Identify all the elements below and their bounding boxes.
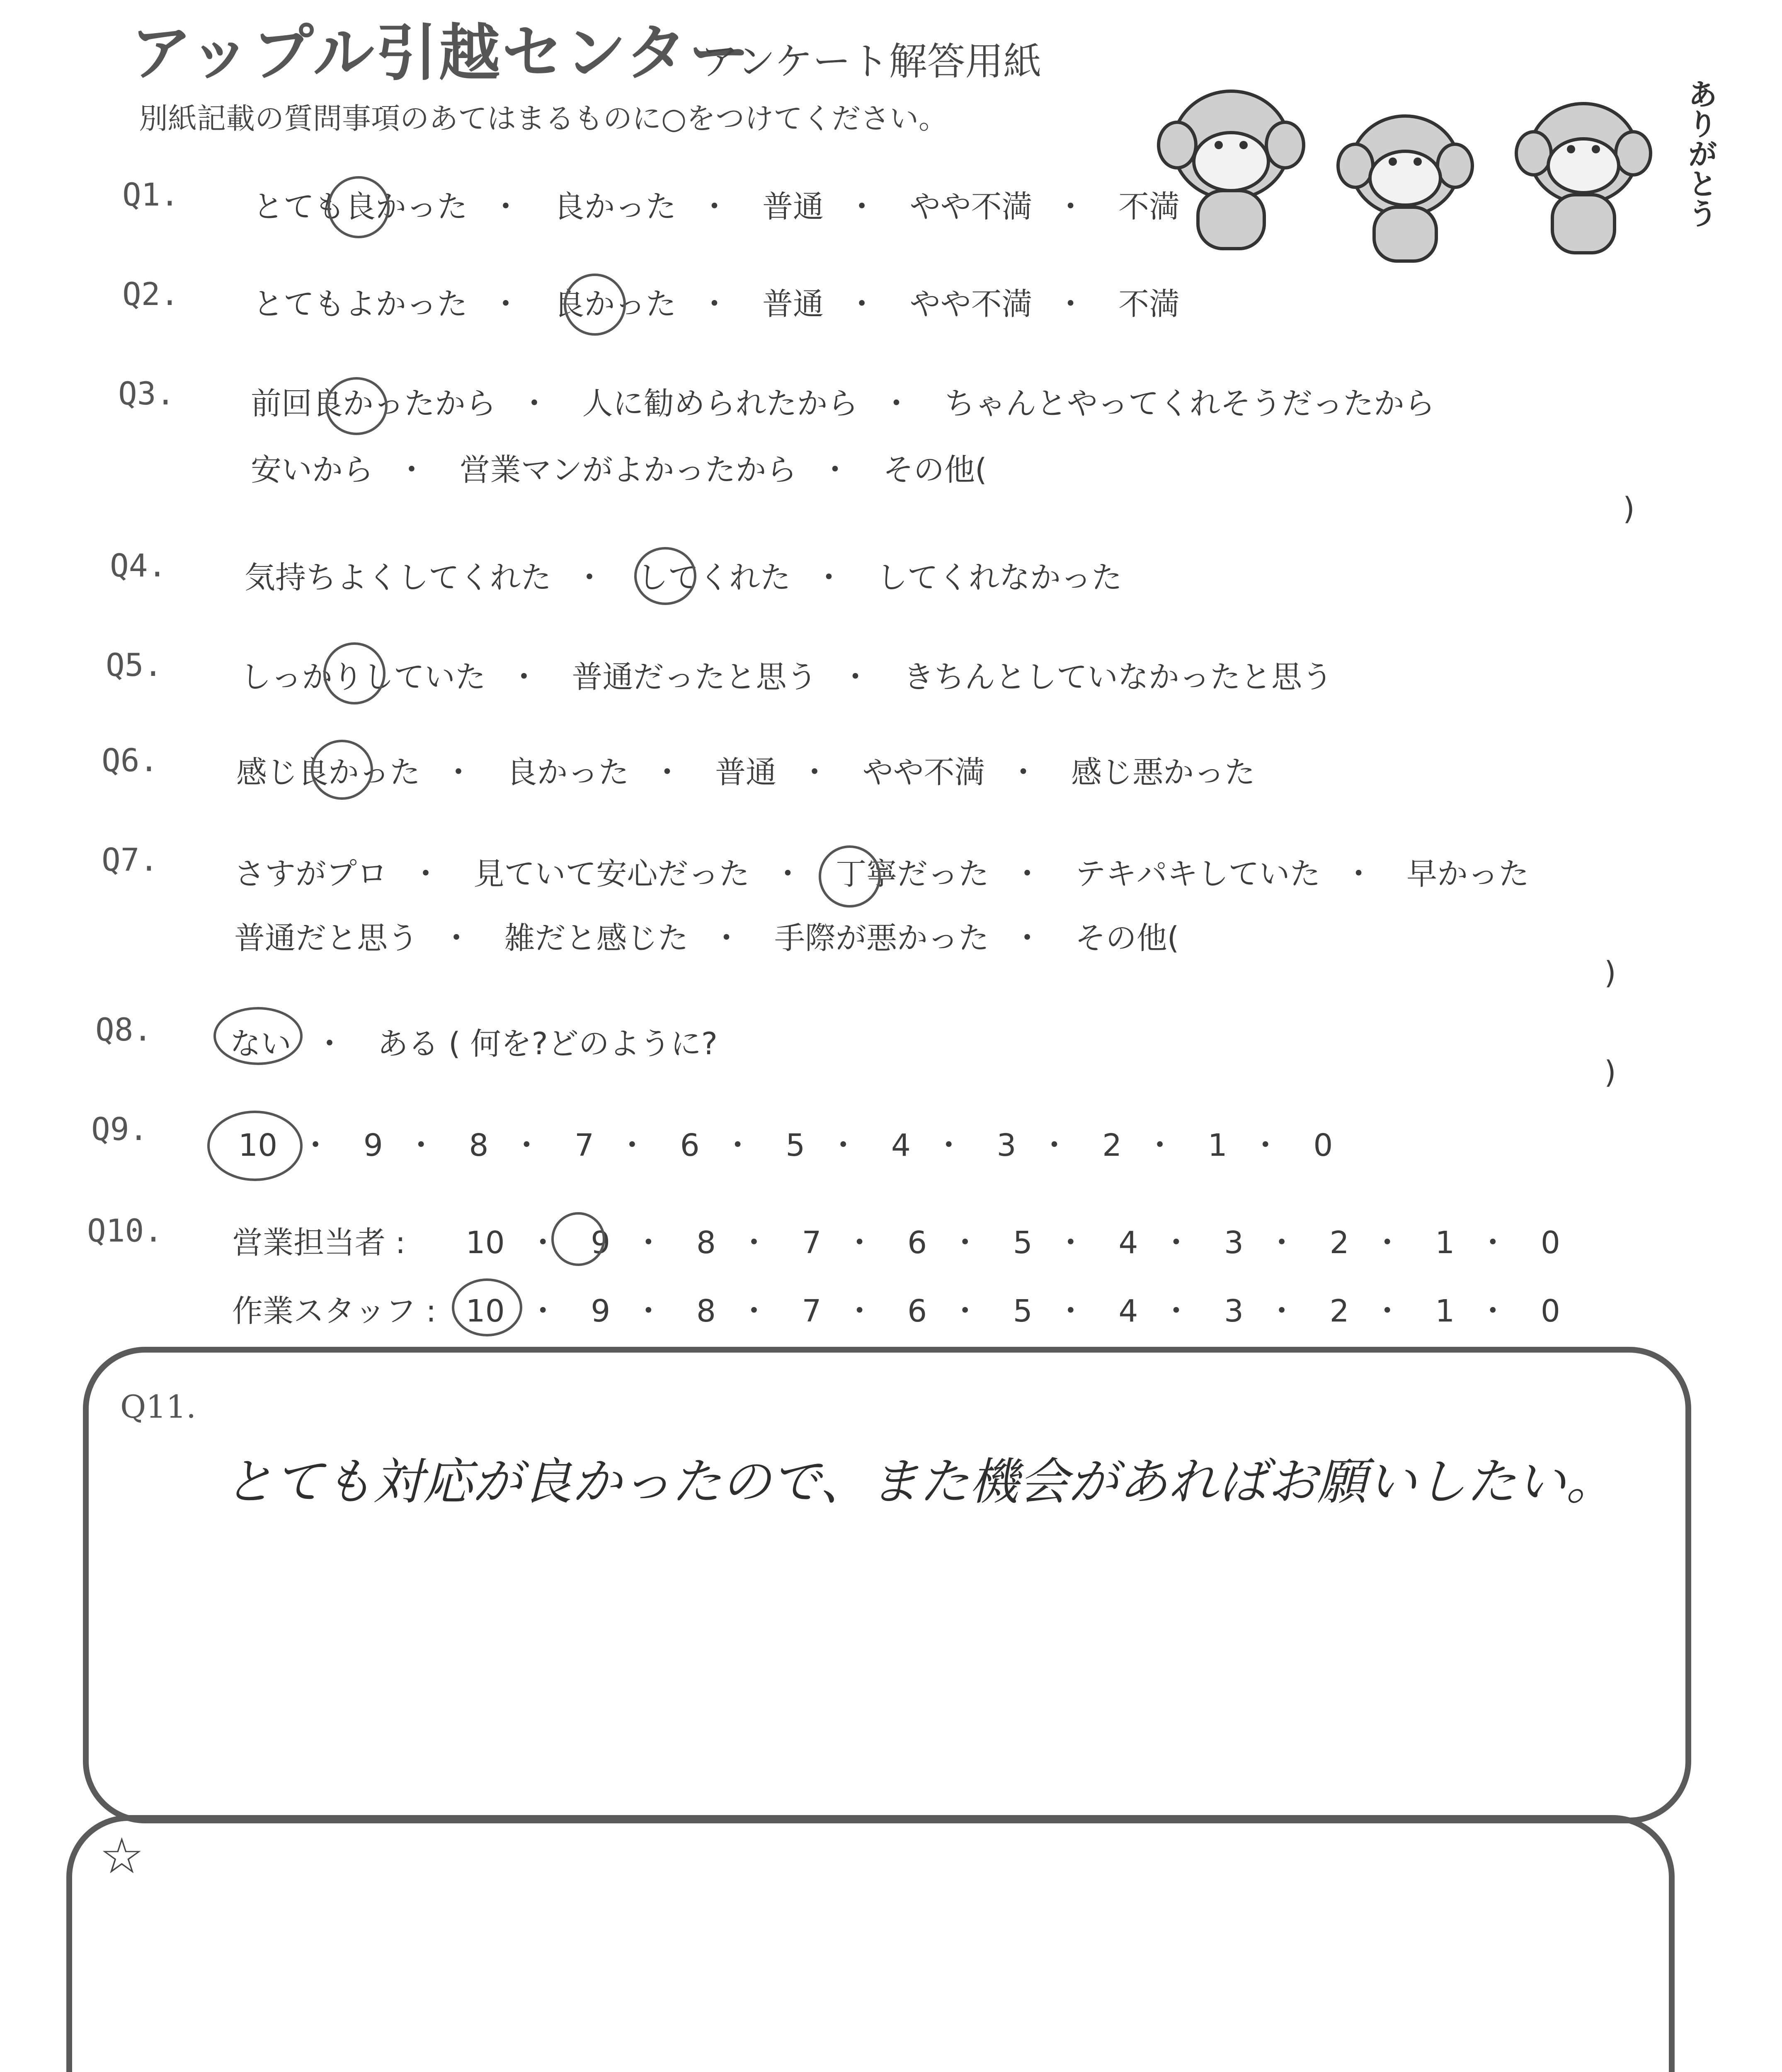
- q1-option[interactable]: とても良かった: [253, 189, 468, 225]
- q2-selection-circle: [564, 274, 626, 336]
- q10-sales-score[interactable]: 1: [1435, 1225, 1455, 1261]
- survey-title: アップル引越センター: [131, 17, 752, 89]
- q8-closing-paren: ): [1604, 1055, 1616, 1090]
- instructions: 別紙記載の質問事項のあてはまるものに○をつけてください。: [139, 102, 948, 136]
- q1-option[interactable]: やや不満: [909, 189, 1033, 225]
- q9-score[interactable]: 2: [1102, 1128, 1122, 1163]
- q2-option[interactable]: 良かった: [553, 286, 676, 322]
- q7-option[interactable]: さすがプロ: [234, 856, 388, 892]
- q2-option[interactable]: 普通: [762, 286, 824, 322]
- q1-option[interactable]: 不満: [1118, 189, 1180, 225]
- q9-score[interactable]: 3: [996, 1128, 1016, 1163]
- q10-staff-selection-circle: [452, 1278, 522, 1336]
- q2-option[interactable]: とてもよかった: [253, 286, 468, 322]
- q7-option[interactable]: 手際が悪かった: [774, 920, 989, 956]
- q11-answer-box[interactable]: [83, 1347, 1691, 1823]
- q10-sales-score[interactable]: 5: [1013, 1225, 1033, 1261]
- q9-score[interactable]: 5: [786, 1128, 805, 1163]
- q8-option[interactable]: ある ( 何を?どのように?: [377, 1026, 718, 1062]
- q5-option[interactable]: しっかりしていた: [240, 659, 486, 695]
- q2-option[interactable]: 不満: [1118, 286, 1180, 322]
- q8-selection-circle: [213, 1007, 303, 1065]
- q10-staff-score[interactable]: 10: [466, 1293, 505, 1329]
- q10-sales-score[interactable]: 9: [591, 1225, 611, 1261]
- mascot-thanks-text: ありがとう: [1683, 79, 1718, 228]
- q5-option[interactable]: きちんとしていなかったと思う: [903, 659, 1333, 695]
- q10-sales-score[interactable]: 0: [1540, 1225, 1560, 1261]
- q3-option[interactable]: 営業マンがよかったから: [459, 452, 797, 488]
- q9-selection-circle: [207, 1111, 303, 1181]
- q1-options: とても良かった ・ 良かった ・ 普通 ・ やや不満 ・ 不満: [253, 182, 1180, 226]
- q10-staff-score[interactable]: 7: [802, 1293, 822, 1329]
- q6-selection-circle: [311, 740, 373, 800]
- q9-score[interactable]: 9: [363, 1128, 383, 1163]
- q5-selection-circle: [323, 642, 385, 704]
- q1-option[interactable]: 普通: [762, 189, 824, 225]
- q7-option[interactable]: 雑だと感じた: [504, 920, 689, 956]
- q9-score[interactable]: 10: [238, 1128, 278, 1163]
- q9-score[interactable]: 6: [680, 1128, 700, 1163]
- q6-option[interactable]: やや不満: [862, 755, 985, 790]
- q7-options-line1: さすがプロ ・ 見ていて安心だった ・ 丁寧だった ・ テキパキしていた ・ 早かった: [234, 850, 1529, 893]
- q10-staff-score[interactable]: 4: [1118, 1293, 1138, 1329]
- q7-label: Q7.: [102, 841, 159, 878]
- q2-option[interactable]: やや不満: [909, 286, 1033, 322]
- q4-options: 気持ちよくしてくれた ・ してくれた ・ してくれなかった: [245, 553, 1122, 597]
- q10-sales-score[interactable]: 3: [1224, 1225, 1244, 1261]
- q9-label: Q9.: [91, 1111, 148, 1147]
- q3-options-line1: 前回良かったから ・ 人に勧められたから ・ ちゃんとやってくれそうだったから: [251, 379, 1435, 423]
- q10-sales-score[interactable]: 7: [802, 1225, 822, 1261]
- q9-score[interactable]: 4: [891, 1128, 911, 1163]
- q10-staff-score[interactable]: 6: [907, 1293, 927, 1329]
- q7-option[interactable]: 丁寧だった: [836, 856, 989, 892]
- q7-option[interactable]: 普通だと思う: [234, 920, 418, 956]
- q7-option[interactable]: 見ていて安心だった: [473, 856, 750, 892]
- q10-sales-score[interactable]: 2: [1329, 1225, 1349, 1261]
- q5-options: しっかりしていた ・ 普通だったと思う ・ きちんとしていなかったと思う: [240, 653, 1333, 697]
- q7-option[interactable]: その他(: [1075, 920, 1179, 956]
- q10-staff-row: 作業スタッフ : 10 ・ 9 ・ 8 ・ 7 ・ 6 ・ 5 ・ 4 ・ 3 ・ 2 ・ 1 ・ 0: [232, 1287, 1560, 1331]
- q5-option[interactable]: 普通だったと思う: [572, 659, 817, 695]
- q8-options: ない ・ ある ( 何を?どのように?: [230, 1019, 718, 1063]
- q9-scale: 10 ・ 9 ・ 8 ・ 7 ・ 6 ・ 5 ・ 4 ・ 3 ・ 2 ・ 1 ・ 0: [238, 1128, 1333, 1163]
- q10-label: Q10.: [87, 1212, 163, 1249]
- star-icon: ☆: [99, 1828, 144, 1885]
- q10-staff-score[interactable]: 3: [1224, 1293, 1244, 1329]
- q3-closing-paren: ): [1623, 491, 1635, 527]
- q10-staff-score[interactable]: 8: [696, 1293, 716, 1329]
- q4-selection-circle: [634, 547, 696, 605]
- q6-label: Q6.: [102, 742, 159, 779]
- q3-options-line2: 安いから ・ 営業マンがよかったから ・ その他(: [251, 445, 987, 489]
- q9-score[interactable]: 1: [1207, 1128, 1227, 1163]
- survey-subtitle: アンケート解答用紙: [701, 39, 1042, 84]
- q10-staff-score[interactable]: 0: [1540, 1293, 1560, 1329]
- q6-option[interactable]: 感じ悪かった: [1071, 755, 1256, 790]
- q10-sales-score[interactable]: 4: [1118, 1225, 1138, 1261]
- q7-selection-circle: [819, 845, 881, 908]
- q11-handwritten-answer: とても対応が良かったので、また機会があればお願いしたい。: [224, 1453, 1616, 1511]
- q6-option[interactable]: 普通: [715, 755, 777, 790]
- q7-closing-paren: ): [1604, 955, 1616, 991]
- q3-option[interactable]: その他(: [883, 452, 987, 488]
- q5-label: Q5.: [106, 646, 163, 683]
- q3-option[interactable]: 人に勧められたから: [582, 386, 858, 421]
- q9-score[interactable]: 8: [469, 1128, 489, 1163]
- q7-options-line2: 普通だと思う ・ 雑だと感じた ・ 手際が悪かった ・ その他(: [234, 914, 1179, 958]
- q3-option[interactable]: 安いから: [251, 452, 373, 488]
- q3-selection-circle: [325, 377, 388, 435]
- q10-sales-score[interactable]: 6: [907, 1225, 927, 1261]
- monkey-mascots-illustration: [1152, 50, 1716, 265]
- q11-label: Q11.: [120, 1388, 196, 1425]
- monkey-mascots-icon: [1152, 50, 1716, 265]
- q10-staff-score[interactable]: 1: [1435, 1293, 1455, 1329]
- q7-option[interactable]: 早かった: [1406, 856, 1530, 892]
- q4-label: Q4.: [110, 547, 167, 584]
- q1-label: Q1.: [122, 176, 179, 213]
- q9-score[interactable]: 0: [1313, 1128, 1333, 1163]
- q8-label: Q8.: [95, 1011, 153, 1048]
- free-comment-box[interactable]: [66, 1815, 1675, 2072]
- q10-sales-label: 営業担当者 :: [232, 1225, 406, 1261]
- q10-staff-score[interactable]: 9: [591, 1293, 611, 1329]
- q2-label: Q2.: [122, 276, 179, 312]
- q10-sales-score[interactable]: 10: [466, 1225, 505, 1261]
- q10-staff-label: 作業スタッフ :: [232, 1293, 436, 1329]
- q6-option[interactable]: 感じ良かった: [236, 755, 420, 790]
- q8-option[interactable]: ない: [230, 1026, 291, 1062]
- q4-option[interactable]: してくれなかった: [877, 560, 1123, 595]
- q10-staff-score[interactable]: 5: [1013, 1293, 1033, 1329]
- q4-option[interactable]: してくれた: [637, 560, 791, 595]
- q1-selection-circle: [327, 176, 390, 238]
- q3-option[interactable]: 前回良かったから: [251, 386, 496, 421]
- q1-option[interactable]: 良かった: [553, 189, 676, 225]
- q10-sales-score[interactable]: 8: [696, 1225, 716, 1261]
- q10-staff-score[interactable]: 2: [1329, 1293, 1349, 1329]
- q4-option[interactable]: 気持ちよくしてくれた: [245, 560, 551, 595]
- q7-option[interactable]: テキパキしていた: [1075, 856, 1321, 892]
- q3-label: Q3.: [118, 375, 175, 412]
- q6-option[interactable]: 良かった: [506, 755, 629, 790]
- q6-options: 感じ良かった ・ 良かった ・ 普通 ・ やや不満 ・ 感じ悪かった: [236, 748, 1255, 792]
- q3-option[interactable]: ちゃんとやってくれそうだったから: [944, 386, 1435, 421]
- q10-sales-row: 営業担当者 : 10 ・ 9 ・ 8 ・ 7 ・ 6 ・ 5 ・ 4 ・ 3 ・ 2 ・ 1 ・ 0: [232, 1218, 1560, 1262]
- q9-score[interactable]: 7: [574, 1128, 594, 1163]
- q10-sales-selection-circle: [551, 1212, 605, 1266]
- q2-options: とてもよかった ・ 良かった ・ 普通 ・ やや不満 ・ 不満: [253, 280, 1180, 324]
